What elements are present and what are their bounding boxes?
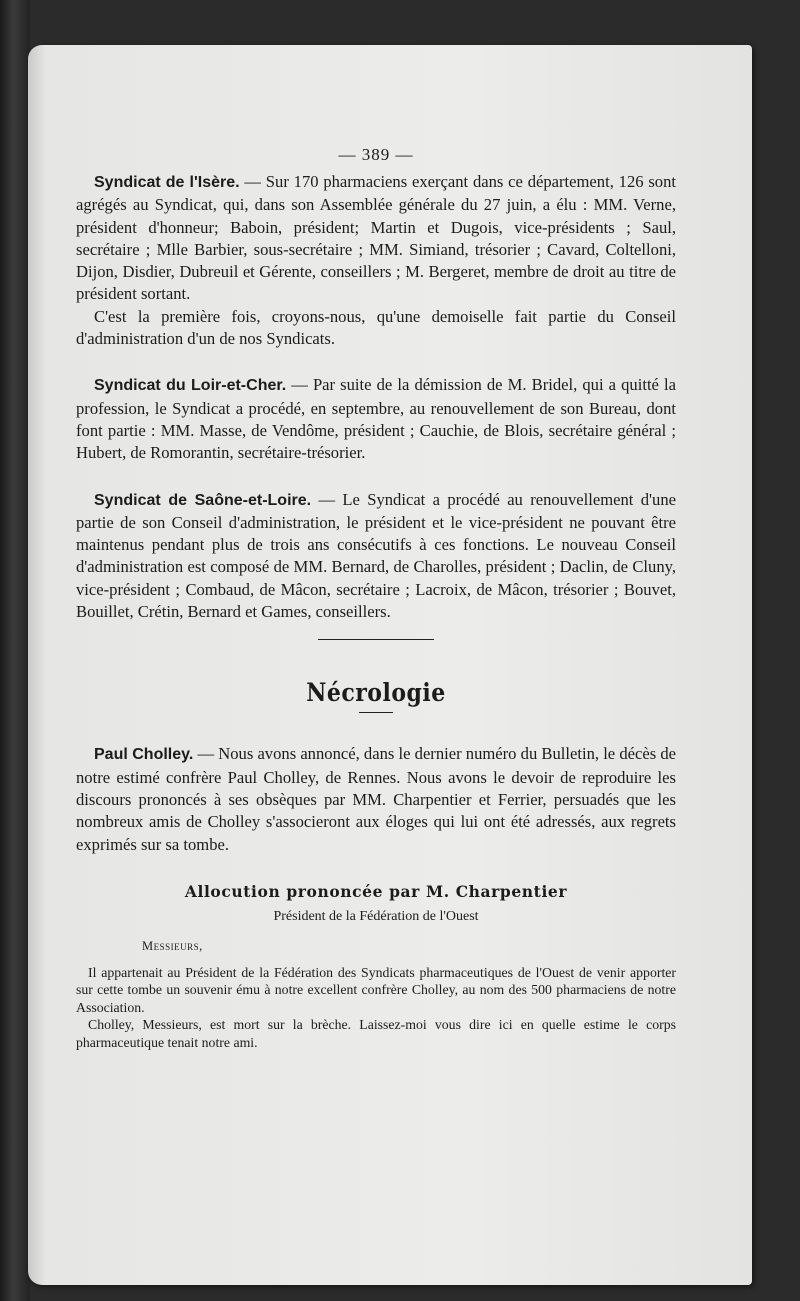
isere-text: — Sur 170 pharmaciens exerçant dans ce département, 126 sont agrégés au Syndicat, qui, dans son Assemblée générale du 27 juin, a élu : MM. Verne, président d'honneur; Baboin, président; Martin et Dugois, vice-présidents ; Saul, secrétaire ; Mlle Barbier, sous-secrétaire ; MM. Simiand, trésorier ; Cavard, Coltelloni, Dijon, Disdier, Dubreuil et Gérente, conseillers ; M. Bergeret, membre de droit au titre de président sortant. <box>76 172 676 304</box>
isere-paragraph <box>76 171 676 306</box>
allocution-paragraph-1: Il appartenait au Président de la Fédération des Syndicats pharmaceutiques de l'Ouest de venir apporter sur cette tombe un souvenir ému à notre excellent confrère Cholley, au nom des 500 pharmaciens de notre Association. <box>76 964 676 1015</box>
loir-paragraph <box>76 374 676 464</box>
isere-paragraph-2: C'est la première fois, croyons-nous, qu'une demoiselle fait partie du Conseil d'administration d'un de nos Syndicats. <box>76 306 676 349</box>
page-content <box>76 145 676 1051</box>
book-spine <box>0 0 30 1301</box>
loir-heading: Syndicat du Loir-et-Cher. <box>94 377 287 395</box>
cholley-paragraph <box>76 743 676 855</box>
title-underline <box>359 712 393 713</box>
loir-text: — Par suite de la démission de M. Bridel, qui a quitté la profession, le Syndicat a procédé, en septembre, au renouvellement de son Bureau, dont font partie : MM. Masse, de Vendôme, président ; Cauchie, de Blois, secrétaire général ; Hubert, de Romorantin, secrétaire-trésorier. <box>76 375 676 463</box>
isere-heading: Syndicat de l'Isère. <box>94 174 240 191</box>
cholley-heading: Paul Cholley. <box>94 746 194 764</box>
allocution-subtitle: Président de la Fédération de l'Ouest <box>273 908 479 924</box>
saone-heading: Syndicat de Saône-et-Loire. <box>94 491 312 509</box>
separator-rule <box>318 639 434 640</box>
saone-paragraph <box>76 489 676 624</box>
necrologie-title: Nécrologie <box>306 678 446 709</box>
page-number: — 389 — <box>338 145 414 164</box>
cholley-text: — Nous avons annoncé, dans le dernier numéro du Bulletin, le décès de notre estimé confrère Paul Cholley, de Rennes. Nous avons le devoir de reproduire les discours prononcés à ses obsèques par MM. Charpentier et Ferrier, persuadés que les nombreux amis de Cholley s'associeront aux éloges qui lui ont été adressés, aux regrets exprimés sur sa tombe. <box>76 744 677 854</box>
salutation: Messieurs, <box>142 938 203 953</box>
allocution-paragraph-2: Cholley, Messieurs, est mort sur la brèche. Laissez-moi vous dire ici en quelle estime le corps pharmaceutique tenait notre ami. <box>76 1017 676 1050</box>
document-page <box>28 45 752 1285</box>
allocution-title: Allocution prononcée par M. Charpentier <box>184 881 568 901</box>
saone-text: — Le Syndicat a procédé au renouvellement d'une partie de son Conseil d'administration, le président et le vice-président ne pouvant être maintenus pendant plus de trois ans consécutifs à ces fonctions. Le nouveau Conseil d'administration est composé de MM. Bernard, de Charolles, président ; Daclin, de Cluny, vice-président ; Combaud, de Mâcon, secrétaire ; Lacroix, de Mâcon, trésorier ; Bouvet, Bouillet, Crétin, Bernard et Games, conseillers. <box>76 489 676 622</box>
